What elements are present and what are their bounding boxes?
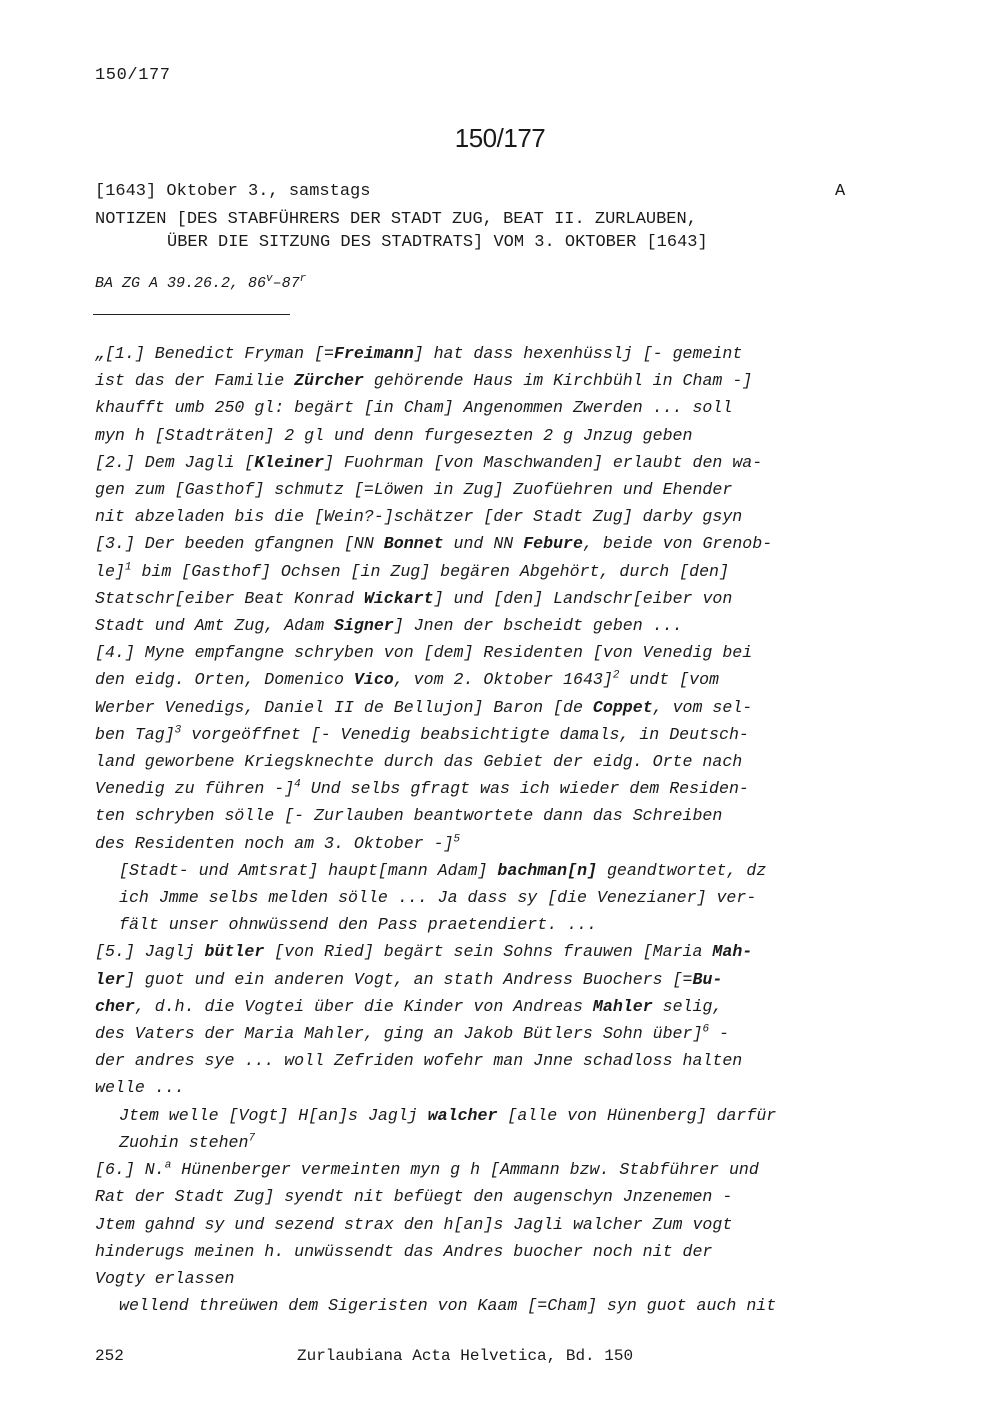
text-line: ben Tag]$^3$ vorgeöffnet [- Venedig beabsichtigte damals, in Deutsch-: [95, 724, 749, 744]
document-heading: [95, 208, 855, 254]
footnote-ref: 5: [453, 833, 461, 846]
entry-2: [95, 449, 865, 531]
text-line: nit abzeladen bis die [Wein?-]schätzer [der Stadt Zug] darby gsyn: [95, 507, 743, 527]
document-flag: A: [835, 182, 846, 201]
entry-1: [95, 340, 865, 449]
text-line: myn h [Stadträten] 2 gl und denn furgesezten 2 g Jnzug geben: [95, 425, 693, 445]
footer-book-title: Zurlaubiana Acta Helvetica, Bd. 150: [297, 1347, 634, 1365]
footnote-ref: 7: [248, 1132, 256, 1145]
running-header-ref: 150/177: [95, 66, 171, 85]
text-line: [Stadt- und Amtsrat] haupt[mann Adam] bachman[n] geandtwortet, dz: [119, 860, 767, 880]
name-zuercher: Zürcher: [294, 371, 364, 391]
footnote-ref: 4: [294, 778, 301, 791]
text-line: [3.] Der beeden gfangnen [NN Bonnet und NN Febure, beide von Grenob-: [95, 534, 773, 554]
text-line: Venedig zu führen -]$^4$ Und selbs gfragt was ich wieder dem Residen-: [95, 778, 749, 799]
text-line: [5.] Jaglj bütler [von Ried] begärt sein Sohns frauwen [Maria Mah-: [95, 942, 753, 962]
text-line: Stadt und Amt Zug, Adam Signer] Jnen der bscheidt geben ...: [95, 616, 683, 636]
name-bachmann: bachman[n]: [497, 860, 597, 880]
text-line: wellend threüwen dem Sigeristen von Kaam [=Cham] syn guot auch nit: [119, 1296, 777, 1316]
source-signature: BA ZG A 39.26.2, 86: [95, 275, 267, 292]
name-signer: Signer: [334, 616, 394, 636]
entry-5-continuation: [95, 1102, 865, 1156]
text-line: Jtem gahnd sy und sezend strax den h[an]s Jagli walcher Zum vogt: [95, 1214, 733, 1234]
text-line: welle ...: [95, 1078, 185, 1098]
text-line: den eidg. Orten, Domenico Vico, vom 2. Oktober 1643]$^2$ undt [vom: [95, 669, 720, 690]
text-line: des Vaters der Maria Mahler, ging an Jakob Bütlers Sohn über]$^6$ -: [95, 1023, 729, 1044]
name-febure: Febure: [523, 534, 583, 554]
text-line: ich Jmme selbs melden sölle ... Ja dass sy [die Venezianer] ver-: [119, 888, 757, 908]
text-line: fält unser ohnwüssend den Pass praetendiert. ...: [119, 915, 597, 935]
entry-3: [95, 530, 865, 639]
footer-page-number: 252: [95, 1347, 124, 1365]
source-range: –87: [272, 275, 300, 292]
name-kleiner: Kleiner: [254, 452, 325, 472]
text-line: khaufft umb 250 gl: begärt [in Cham] Angenommen Zwerden ... soll: [95, 398, 733, 418]
name-bucher: Bu-: [692, 969, 723, 989]
source-recto: r: [299, 273, 307, 285]
name-coppet: Coppet: [592, 697, 653, 717]
text-line: Zuohin stehen$^7$: [119, 1132, 256, 1152]
text-line: hinderugs meinen h. unwüssendt das Andres buocher noch nit der: [95, 1241, 713, 1261]
entry-4-continuation: [95, 857, 865, 939]
text-line: [4.] Myne empfangne schryben von [dem] Residenten [von Venedig bei: [95, 643, 753, 663]
entry-4: [95, 639, 865, 857]
date-line: [1643] Oktober 3., samstags: [95, 182, 371, 201]
text-line: Statschr[eiber Beat Konrad Wickart] und [den] Landschr[eiber von: [95, 588, 733, 608]
name-walcher: walcher: [427, 1105, 498, 1125]
text-line: [6.] N.$^a$ Hünenberger vermeinten myn g h [Ammann bzw. Stabführer und: [95, 1159, 759, 1180]
text-line: cher, d.h. die Vogtei über die Kinder von Andreas Mahler selig,: [95, 996, 723, 1016]
entry-6-continuation: [95, 1292, 865, 1319]
text-line: Vogty erlassen: [95, 1268, 235, 1288]
entry-6: [95, 1156, 865, 1292]
name-bonnet: Bonnet: [383, 534, 444, 554]
text-line: „[1.] Benedict Fryman [=Freimann] hat dass hexenhüsslj [- gemeint: [95, 344, 743, 363]
source-verso: v: [266, 273, 273, 285]
name-freimann: Freimann: [334, 344, 414, 363]
document-number-title: 150/177: [454, 123, 546, 153]
text-line: der andres sye ... woll Zefriden wofehr man Jnne schadloss halten: [95, 1051, 743, 1071]
text-line: land geworbene Kriegsknechte durch das Gebiet der eidg. Orte nach: [95, 752, 743, 772]
transcription-body: [95, 340, 865, 1319]
name-wickart: Wickart: [363, 588, 434, 608]
footnote-ref: 6: [702, 1023, 710, 1036]
archive-source: [95, 273, 306, 292]
text-line: Werber Venedigs, Daniel II de Bellujon] Baron [de Coppet, vom sel-: [95, 697, 753, 717]
footnote-ref: 2: [612, 669, 620, 682]
text-line: ler] guot und ein anderen Vogt, an stath Andress Buochers [=Bu-: [95, 969, 723, 989]
text-line: ten schryben sölle [- Zurlauben beantwortete dann das Schreiben: [95, 806, 723, 826]
name-buetler: bütler: [204, 942, 265, 962]
text-line: Rat der Stadt Zug] syendt nit befüegt den augenschyn Jnzenemen -: [95, 1187, 733, 1207]
name-mahler: Mah-: [712, 942, 753, 962]
separator-rule: [93, 314, 290, 315]
text-line: gen zum [Gasthof] schmutz [=Löwen in Zug] Zuofüehren und Ehender: [95, 480, 733, 500]
text-line: le]$^1$ bim [Gasthof] Ochsen [in Zug] begären Abgehört, durch [den]: [95, 561, 729, 581]
name-vico: Vico: [353, 670, 394, 690]
footnote-ref: 3: [174, 724, 182, 737]
footnote-ref: 1: [124, 561, 132, 574]
entry-5: [95, 938, 865, 1101]
heading-line-2: ÜBER DIE SITZUNG DES STADTRATS] VOM 3. OKTOBER [1643]: [167, 233, 708, 252]
text-line: des Residenten noch am 3. Oktober -]$^5$: [95, 833, 461, 853]
text-line: [2.] Dem Jagli [Kleiner] Fuohrman [von Maschwanden] erlaubt den wa-: [95, 452, 763, 472]
heading-line-1: NOTIZEN [DES STABFÜHRERS DER STADT ZUG, BEAT II. ZURLAUBEN,: [95, 210, 697, 229]
name-mahler: Mahler: [592, 996, 653, 1016]
footnote-ref: a: [164, 1159, 172, 1172]
text-line: Jtem welle [Vogt] H[an]s Jaglj walcher [alle von Hünenberg] darfür: [119, 1105, 777, 1125]
text-line: ist das der Familie Zürcher gehörende Haus im Kirchbühl in Cham -]: [95, 371, 753, 391]
